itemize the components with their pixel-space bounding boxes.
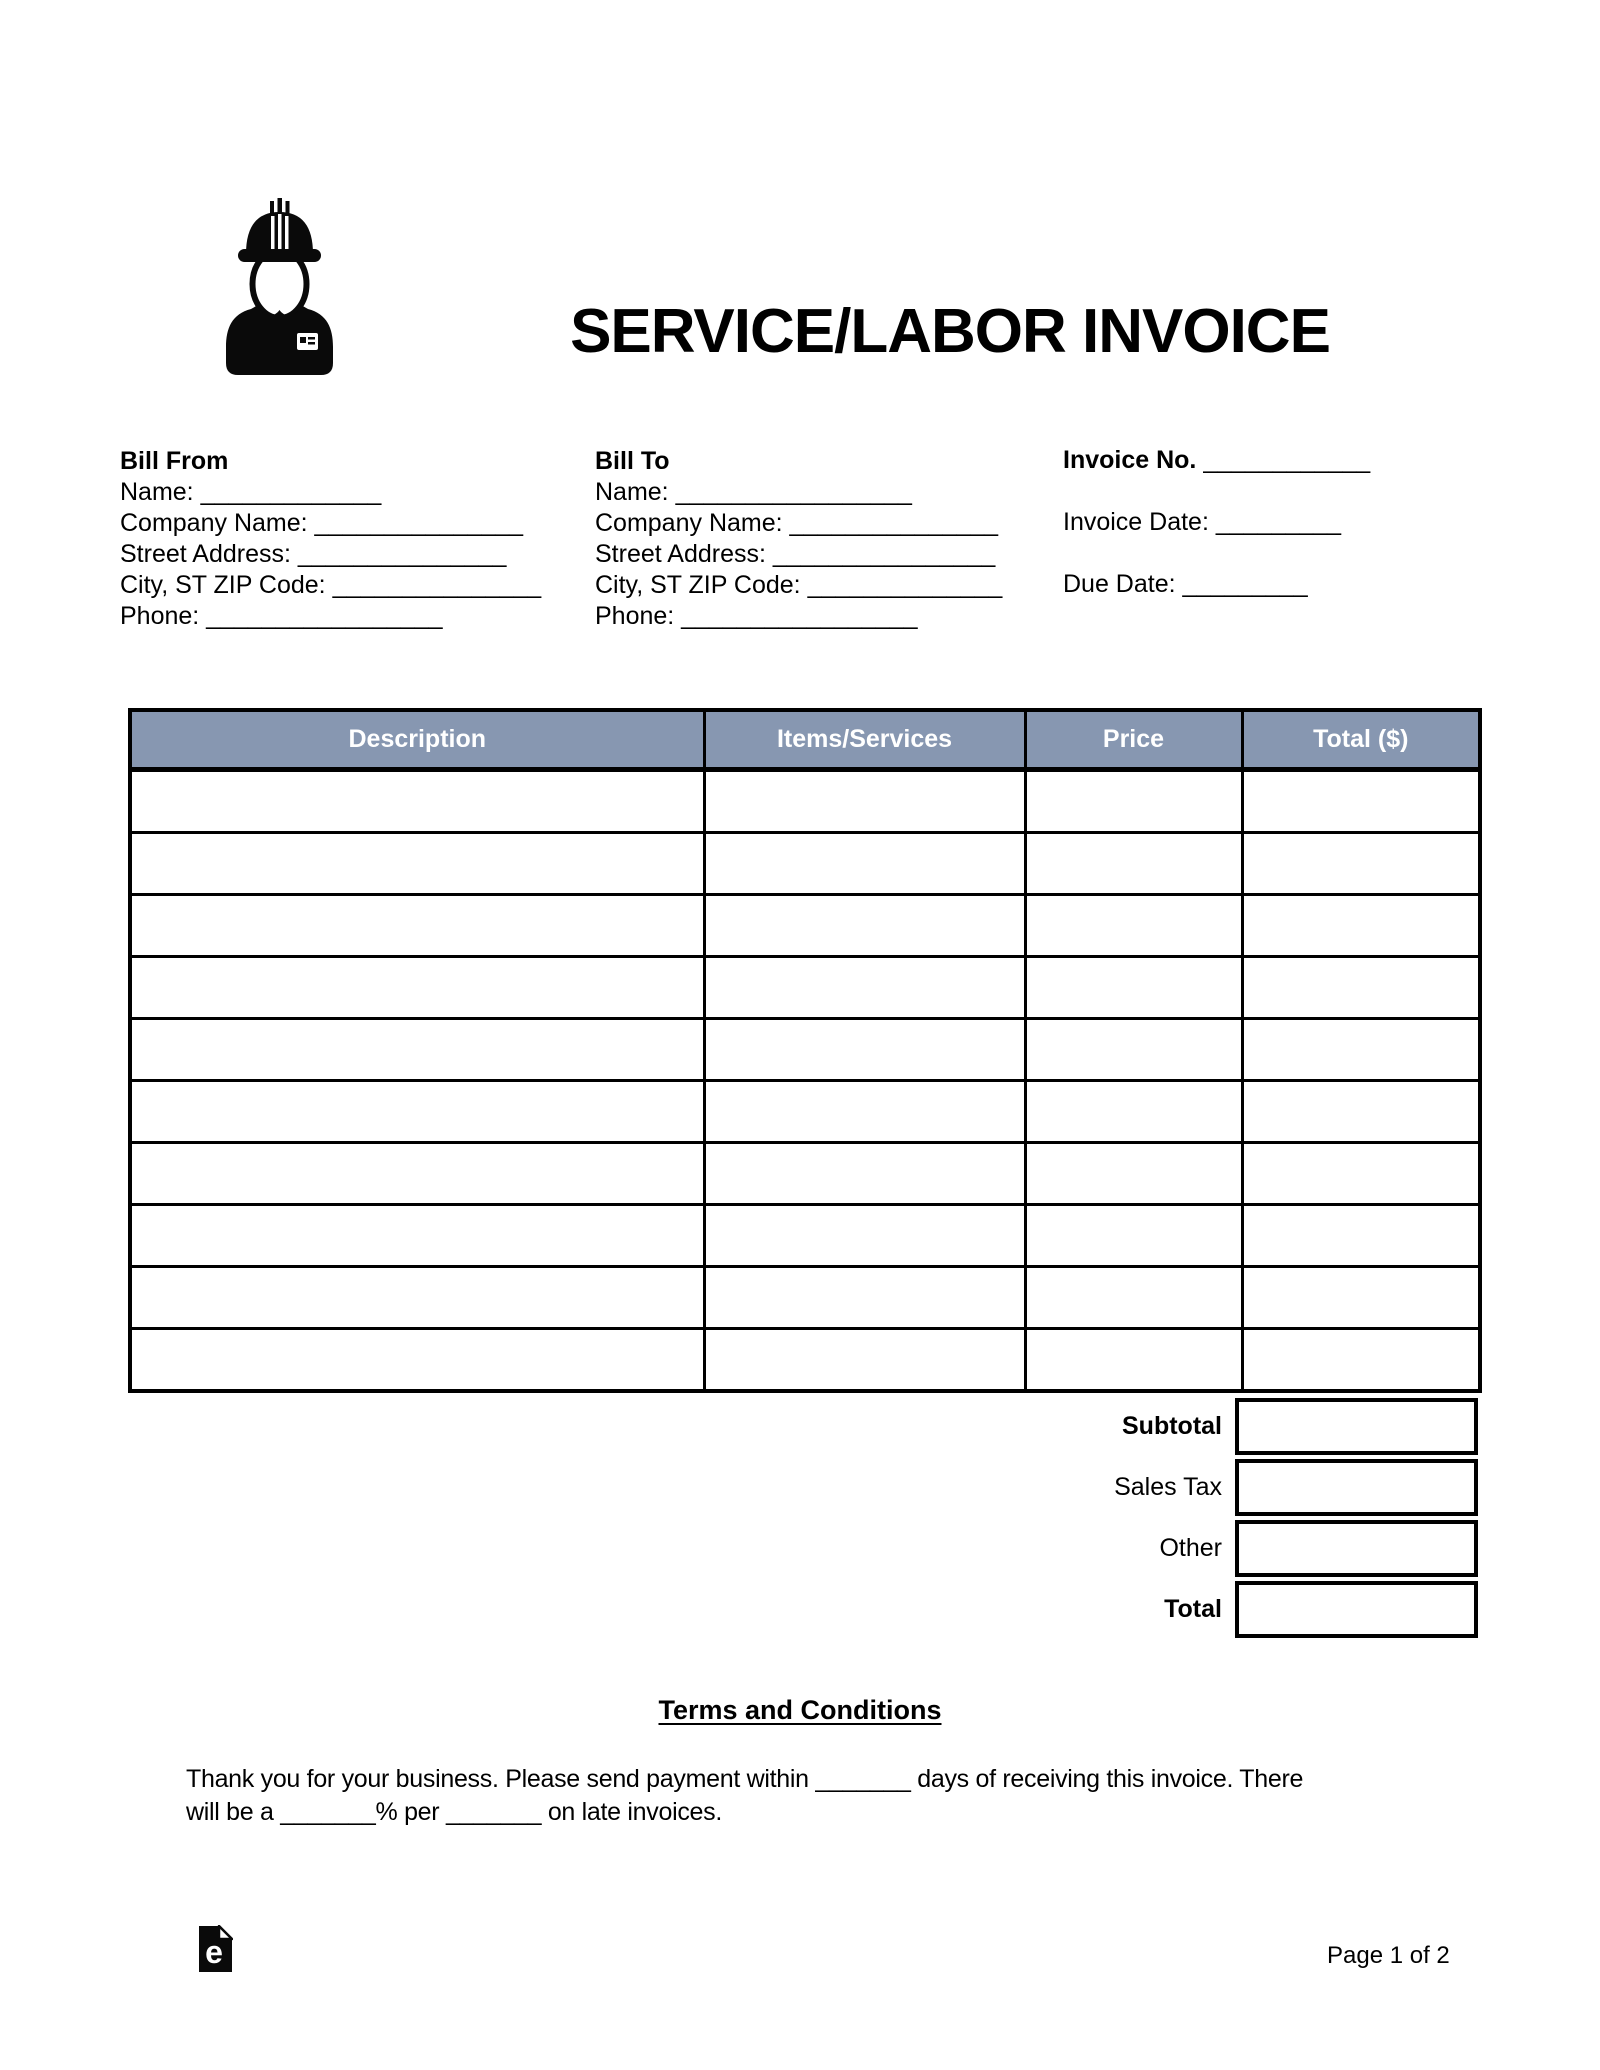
table-header-row [130, 710, 1480, 770]
table-cell-empty [704, 833, 1025, 895]
table-cell-empty [704, 1267, 1025, 1329]
invoice-table-body [130, 770, 1480, 1392]
table-cell-empty [130, 1081, 704, 1143]
bill-to-name-field: Name: _________________ [595, 478, 912, 506]
table-cell-empty [130, 957, 704, 1019]
bill-to-city-field: City, ST ZIP Code: ______________ [595, 571, 1003, 599]
bill-from-heading: Bill From [120, 447, 229, 475]
sales-tax-value-box [1235, 1459, 1478, 1516]
bill-from-name-field: Name: _____________ [120, 478, 382, 506]
table-row [130, 1329, 1480, 1392]
terms-line-2: will be a _______% per _______ on late invoices. [186, 1798, 722, 1826]
table-cell-empty [1242, 1081, 1480, 1143]
table-cell-empty [1025, 1267, 1242, 1329]
table-cell-empty [1025, 833, 1242, 895]
bill-from-city-field: City, ST ZIP Code: _______________ [120, 571, 542, 599]
page-title: SERVICE/LABOR INVOICE [570, 297, 1330, 366]
bill-to-section [595, 446, 1002, 632]
table-row [130, 770, 1480, 833]
bill-from-section [120, 446, 541, 632]
table-row [130, 833, 1480, 895]
invoice-number-blank: ____________ [1203, 446, 1371, 474]
table-cell-empty [1242, 1329, 1480, 1392]
table-cell-empty [704, 1143, 1025, 1205]
table-cell-empty [1242, 770, 1480, 833]
table-cell-empty [130, 770, 704, 833]
bill-from-street-field: Street Address: _______________ [120, 540, 507, 568]
line-items-table [128, 708, 1482, 1393]
eforms-logo-icon [198, 1925, 233, 1973]
table-cell-empty [1025, 770, 1242, 833]
table-cell-empty [130, 1143, 704, 1205]
terms-paragraph [186, 1763, 1446, 1829]
construction-worker-icon [213, 192, 346, 376]
table-cell-empty [1242, 895, 1480, 957]
column-header-description: Description [130, 710, 704, 770]
table-cell-empty [1025, 957, 1242, 1019]
bill-to-heading: Bill To [595, 447, 670, 475]
subtotal-value-box [1235, 1398, 1478, 1455]
table-cell-empty [1242, 1143, 1480, 1205]
table-cell-empty [1242, 1205, 1480, 1267]
table-cell-empty [1025, 1081, 1242, 1143]
table-cell-empty [704, 957, 1025, 1019]
table-cell-empty [704, 1329, 1025, 1392]
total-label: Total [1164, 1595, 1222, 1623]
other-value-box [1235, 1520, 1478, 1577]
table-cell-empty [130, 1267, 704, 1329]
table-cell-empty [1025, 1329, 1242, 1392]
table-cell-empty [1242, 957, 1480, 1019]
terms-heading: Terms and Conditions [658, 1695, 942, 1725]
table-row [130, 1205, 1480, 1267]
table-cell-empty [1025, 1205, 1242, 1267]
terms-line-1: Thank you for your business. Please send payment within _______ days of receiving this invoice. There [186, 1765, 1304, 1793]
invoice-date-field: Invoice Date: _________ [1063, 508, 1341, 536]
invoice-number-field [1063, 446, 1370, 475]
table-row [130, 1143, 1480, 1205]
bill-to-phone-field: Phone: _________________ [595, 602, 918, 630]
total-value-box [1235, 1581, 1478, 1638]
table-row [130, 1267, 1480, 1329]
table-cell-empty [704, 1081, 1025, 1143]
table-row [130, 1019, 1480, 1081]
table-row [130, 957, 1480, 1019]
bill-from-phone-field: Phone: _________________ [120, 602, 443, 630]
table-row [130, 895, 1480, 957]
table-cell-empty [704, 1205, 1025, 1267]
table-cell-empty [130, 1205, 704, 1267]
eforms-logo-letter: e [205, 1934, 223, 1970]
table-cell-empty [1025, 1019, 1242, 1081]
page-number-label: Page 1 of 2 [1327, 1942, 1450, 1969]
table-cell-empty [130, 1019, 704, 1081]
invoice-number-label: Invoice No. [1063, 446, 1197, 474]
table-cell-empty [1025, 1143, 1242, 1205]
subtotal-label: Subtotal [1122, 1412, 1222, 1440]
line-items-table-header [130, 710, 1480, 770]
table-cell-empty [1242, 833, 1480, 895]
table-cell-empty [1242, 1019, 1480, 1081]
bill-to-company-field: Company Name: _______________ [595, 509, 999, 537]
table-cell-empty [130, 1329, 704, 1392]
column-header-total: Total ($) [1242, 710, 1480, 770]
column-header-items-services: Items/Services [704, 710, 1025, 770]
bill-to-street-field: Street Address: ________________ [595, 540, 996, 568]
table-cell-empty [1242, 1267, 1480, 1329]
column-header-price: Price [1025, 710, 1242, 770]
bill-from-company-field: Company Name: _______________ [120, 509, 524, 537]
table-row [130, 1081, 1480, 1143]
table-cell-empty [704, 1019, 1025, 1081]
table-cell-empty [1025, 895, 1242, 957]
table-cell-empty [130, 895, 704, 957]
other-label: Other [1159, 1534, 1222, 1562]
table-cell-empty [130, 833, 704, 895]
table-cell-empty [704, 770, 1025, 833]
table-cell-empty [704, 895, 1025, 957]
sales-tax-label: Sales Tax [1114, 1473, 1222, 1501]
due-date-field: Due Date: _________ [1063, 570, 1308, 598]
